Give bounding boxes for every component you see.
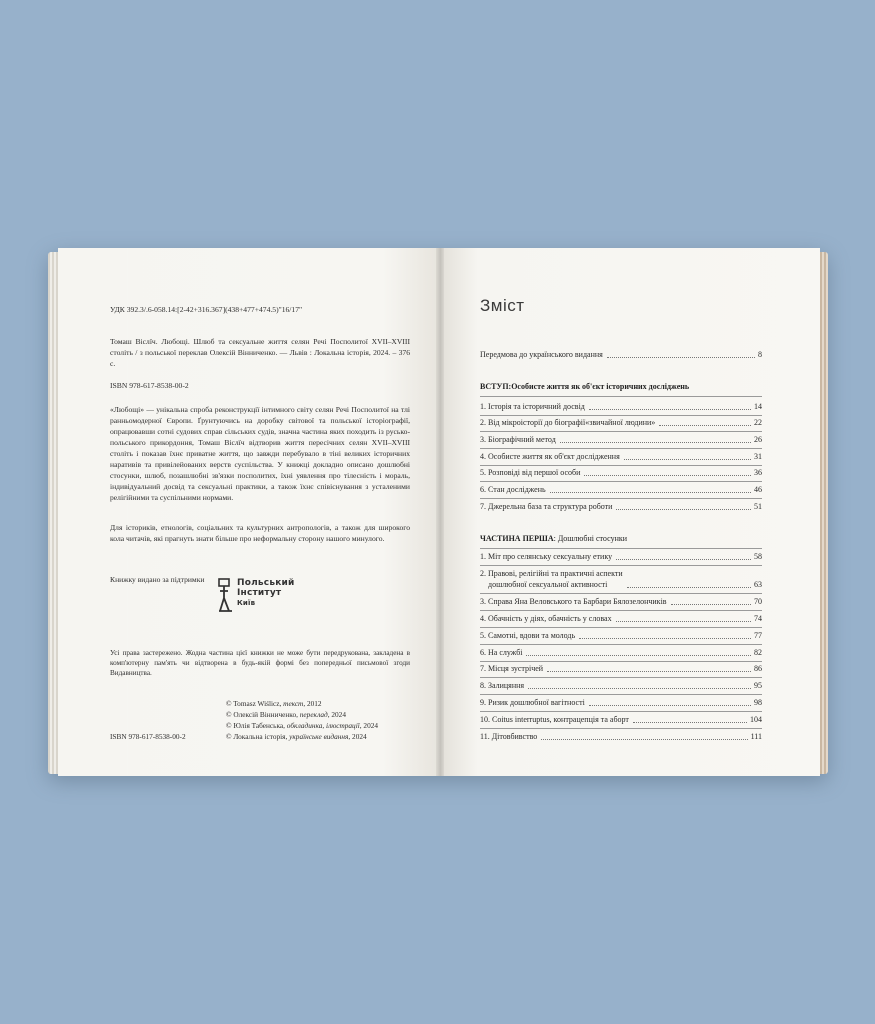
divider: [480, 465, 762, 466]
toc-preface: Передмова до українського видання 8: [480, 350, 762, 359]
toc-item: 10. Coitus interruptus, контрацепція та аборт 104: [480, 715, 762, 724]
divider: [480, 728, 762, 729]
divider: [480, 481, 762, 482]
toc-item: 5. Самотні, вдови та молодь 77: [480, 631, 762, 640]
toc-item: 9. Ризик дошлюбної вагітності 98: [480, 698, 762, 707]
toc-title: Зміст: [480, 296, 525, 315]
toc-item: 6. На службі 82: [480, 648, 762, 657]
toc-item: 7. Джерельна база та структура роботи 51: [480, 502, 762, 511]
book-gutter: [436, 248, 444, 776]
divider: [480, 448, 762, 449]
toc-item: 4. Особисте життя як об'єкт дослідження 31: [480, 452, 762, 461]
copyright-list: [226, 698, 426, 742]
toc-item: 4. Обачність у діях, обачність у словах 74: [480, 614, 762, 623]
toc-item: 6. Стан досліджень 46: [480, 485, 762, 494]
copyright-line: © Олексій Вінниченко, переклад, 2024: [226, 710, 346, 719]
divider: [480, 677, 762, 678]
divider: [480, 498, 762, 499]
divider: [480, 565, 762, 566]
open-book: [48, 246, 828, 780]
divider: [480, 415, 762, 416]
udk-code: УДК 392.3/.6-058.14:[2-42+316.367](438+477+474.5)"16/17": [110, 305, 303, 314]
isbn-top: ISBN 978-617-8538-00-2: [110, 381, 189, 390]
logo-line-1: Польський: [237, 578, 295, 588]
left-page: [58, 248, 440, 776]
divider: [480, 644, 762, 645]
divider: [480, 711, 762, 712]
polish-institute-logo: [218, 578, 295, 616]
divider: [480, 548, 762, 549]
divider: [480, 661, 762, 662]
right-page: [440, 248, 820, 776]
bibliographic-record: Томаш Віслїч. Любощі. Шлюб та сексуальне життя селян Речі Посполитої XVII–XVIII століть / з польської переклав Олексій Вінниченко. — Львів : Локальна історія, 2024. – 376 с.: [110, 337, 410, 368]
divider: [480, 694, 762, 695]
toc-item: 3. Біографічний метод 26: [480, 435, 762, 444]
copyright-line: © Юлія Табенська, обкладинка, ілюстрації, 2024: [226, 721, 379, 730]
divider: [480, 396, 762, 397]
toc-part1-heading: ЧАСТИНА ПЕРША: Дошлюбні стосунки: [480, 534, 628, 543]
copyright-line: © Tomasz Wiślicz, текст, 2012: [226, 699, 322, 708]
logo-text: [237, 578, 295, 608]
toc-item: 1. Історія та історичний досвід 14: [480, 402, 762, 411]
toc-item: 11. Дітовбивство 111: [480, 732, 762, 741]
toc-item: 8. Залицяння 95: [480, 681, 762, 690]
divider: [480, 431, 762, 432]
toc-item: 2. Правові, релігійні та практичні аспекти дошлюбної сексуальної активності 63: [480, 569, 762, 589]
toc-item: 2. Від мікроісторії до біографії«звичайної людини» 22: [480, 418, 762, 427]
isbn-bottom: ISBN 978-617-8538-00-2: [110, 732, 186, 741]
toc-item: 3. Справа Яна Веловського та Барбари Бялозелончиків 70: [480, 597, 762, 606]
support-note: Книжку видано за підтримки: [110, 575, 205, 584]
rights-notice: Усі права застережено. Жодна частина цієї книжки не може бути передрукована, закладена в комп'ютерну пам'ять чи відтворена в будь-якій формі без попередньої письмової згоди Видавництва.: [110, 649, 410, 677]
copyright-line: © Локальна історія, українське видання, 2024: [226, 732, 367, 741]
divider: [480, 593, 762, 594]
toc-item: 1. Міт про селянську сексуальну етику 58: [480, 552, 762, 561]
divider: [480, 610, 762, 611]
divider: [480, 627, 762, 628]
toc-intro-heading: ВСТУП:Особисте життя як об'єкт історичних досліджень: [480, 382, 690, 391]
logo-line-3: Київ: [237, 599, 256, 607]
logo-line-2: Інститут: [237, 588, 282, 598]
toc-item: 7. Місця зустрічей 86: [480, 664, 762, 673]
toc-item: 5. Розповіді від першої особи 36: [480, 468, 762, 477]
audience-note: Для істориків, етнологів, соціальних та культурних антропологів, а також для широкого кола читачів, які прагнуть знати більше про неформальну сторону нашого минулого.: [110, 523, 410, 543]
polish-institute-logo-icon: [218, 578, 234, 614]
annotation: «Любощі» — унікальна спроба реконструкції інтимного світу селян Речі Посполитої на тлі ранньомодерної Європи. Ґрунтуючись на доробку світової та польської історіографії, опрацювавши сотні судових справ сільських судів, значна частина яких походить із русько-польського прикордоння, Томаш Віслїч відтворив життя пересічних селян XVII–XVIII століть і показав їхнє приватне життя, що завжди перебувало в тіні великих історичних наративів та привілейованих верств суспільства. У книжці докладно описано дошлюбні стосунки, шлюб, позашлюбні зв'язки посполитих, їхні уявлення про тілесність і мораль, індивідуальний досвід та сексуальні практики, а також їхнє співіснування з усталеними релігійними та суспільними нормами.: [110, 405, 410, 502]
